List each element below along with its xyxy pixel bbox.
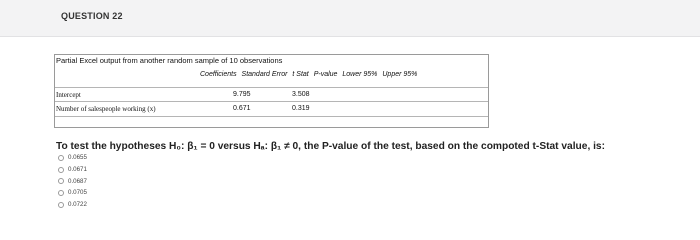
question-text: To test the hypotheses H₀: β₁ = 0 versus Hₐ: β₁ ≠ 0, the P-value of the test, based on the compoted t-Stat value, is: xyxy=(56,141,605,152)
excel-output-table xyxy=(54,54,489,128)
option-label: 0.0705 xyxy=(68,189,87,197)
option-2[interactable] xyxy=(58,164,87,176)
header-t-stat: t Stat xyxy=(292,71,309,78)
option-3[interactable] xyxy=(58,175,87,187)
t-stat-value: 0.319 xyxy=(292,105,310,112)
radio-button[interactable] xyxy=(58,178,64,184)
row-label: Intercept xyxy=(56,91,81,99)
t-stat-value: 3.508 xyxy=(292,91,310,98)
option-1[interactable] xyxy=(58,152,87,164)
option-label: 0.0722 xyxy=(68,201,87,209)
header-coefficients: Coefficients xyxy=(200,71,237,78)
option-label: 0.0671 xyxy=(68,166,87,174)
header-standard-error: Standard Error xyxy=(241,71,288,78)
question-title: QUESTION 22 xyxy=(61,11,123,21)
option-5[interactable] xyxy=(58,199,87,211)
coefficient-value: 9.795 xyxy=(233,91,251,98)
table-caption: Partial Excel output from another random sample of 10 observations xyxy=(56,56,283,65)
option-label: 0.0655 xyxy=(68,154,87,162)
radio-button[interactable] xyxy=(58,155,64,161)
table-header-row xyxy=(200,71,488,78)
radio-button[interactable] xyxy=(58,202,64,208)
answer-options xyxy=(58,152,87,210)
radio-button[interactable] xyxy=(58,190,64,196)
header-upper-95: Upper 95% xyxy=(382,71,418,78)
table-row-salespeople xyxy=(55,101,488,117)
row-label: Number of salespeople working (x) xyxy=(56,105,156,113)
question-header xyxy=(0,0,700,37)
table-row-intercept xyxy=(55,87,488,102)
option-label: 0.0687 xyxy=(68,177,87,185)
radio-button[interactable] xyxy=(58,167,64,173)
header-lower-95: Lower 95% xyxy=(342,71,378,78)
option-4[interactable] xyxy=(58,187,87,199)
header-p-value: P-value xyxy=(313,71,338,78)
coefficient-value: 0.671 xyxy=(233,105,251,112)
